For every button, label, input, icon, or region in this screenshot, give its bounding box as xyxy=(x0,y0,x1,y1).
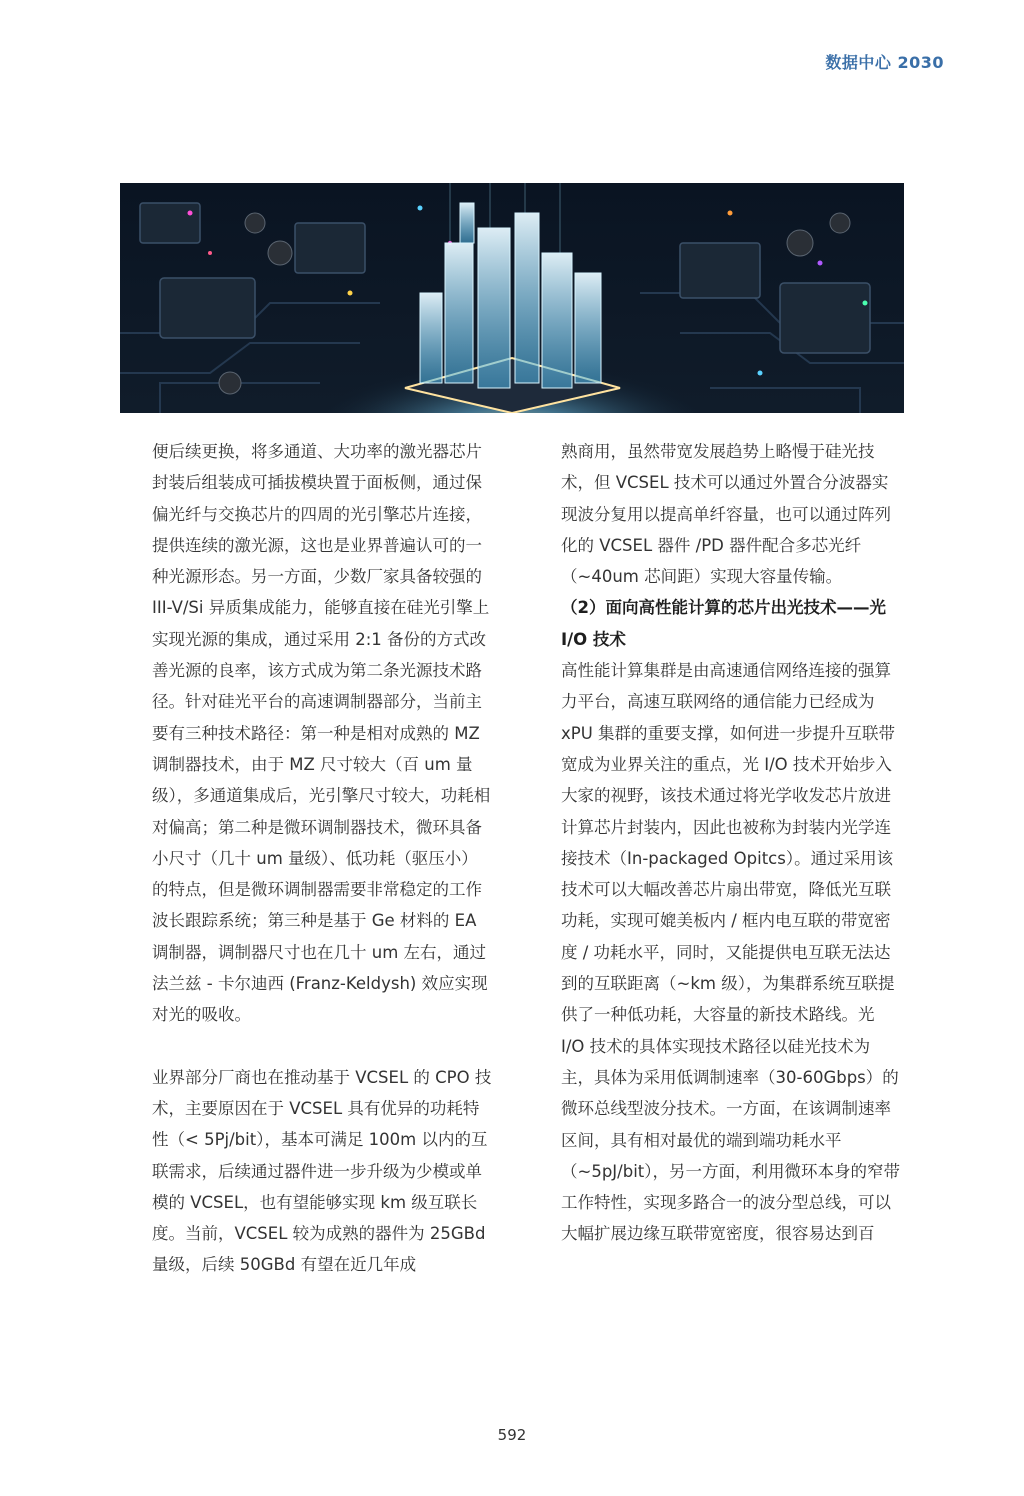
body-paragraph: 熟商用，虽然带宽发展趋势上略慢于硅光技术，但 VCSEL 技术可以通过外置合分波器实现波分复用以提高单纤容量，也可以通过阵列化的 VCSEL 器件 /PD 器件配合多芯光纤（~40um 芯间距）实现大容量传输。 xyxy=(561,442,891,587)
body-paragraph: 便后续更换，将多通道、大功率的激光器芯片封装后组装成可插拔模块置于面板侧，通过保偏光纤与交换芯片的四周的光引擎芯片连接，提供连续的激光源，这也是业界普遍认可的一种光源形态。另一方面，少数厂家具备较强的 III-V/Si 异质集成能力，能够直接在硅光引擎上实现光源的集成，通过采用 2:1 备份的方式改善光源的良率，该方式成为第二条光源技术路径。针对硅光平台的高速调制器部分，当前主要有三种技术路径：第一种是相对成熟的 MZ 调制器技术，由于 MZ 尺寸较大（百 um 量级），多通道集成后，光引擎尺寸较大，功耗相对偏高；第二种是微环调制器技术，微环具备小尺寸（几十 um 量级）、低功耗（驱压小）的特点，但是微环调制器需要非常稳定的工作波长跟踪系统；第三种是基于 Ge 材料的 EA 调制器，调制器尺寸也在几十 um 左右，通过法兰兹 - 卡尔迪西 (Franz-Keldysh) 效应实现对光的吸收。 xyxy=(152,442,491,1025)
hero-image xyxy=(120,183,904,413)
section-heading: （2）面向高性能计算的芯片出光技术——光 I/O 技术 xyxy=(561,598,886,649)
body-paragraph: 业界部分厂商也在推动基于 VCSEL 的 CPO 技术，主要原因在于 VCSEL 具有优异的功耗特性（< 5Pj/bit），基本可满足 100m 以内的互联需求，后续通过器件进一步升级为少模或单模的 VCSEL，也有望能够实现 km 级互联长度。当前，VCSEL 较为成熟的器件为 25GBd 量级，后续 50GBd 有望在近几年成 xyxy=(152,1067,492,1275)
page-number: 592 xyxy=(497,1426,527,1444)
header-title: 数据中心 2030 xyxy=(825,53,944,72)
right-column xyxy=(561,436,903,1250)
left-column xyxy=(152,436,494,1281)
body-paragraph: 高性能计算集群是由高速通信网络连接的强算力平台，高速互联网络的通信能力已经成为 xPU 集群的重要支撑，如何进一步提升互联带宽成为业界关注的重点，光 I/O 技术开始步入大家的视野，该技术通过将光学收发芯片放进计算芯片封装内，因此也被称为封装内光学连接技术（In-packaged Opitcs）。通过采用该技术可以大幅改善芯片扇出带宽，降低光互联功耗，实现可媲美板内 / 框内电互联的带宽密度 / 功耗水平，同时，又能提供电互联无法达到的互联距离（~km 级），为集群系统互联提供了一种低功耗，大容量的新技术路线。光 I/O 技术的具体实现技术路径以硅光技术为主，具体为采用低调制速率（30-60Gbps）的微环总线型波分技术。一方面，在该调制速率区间，具有相对最优的端到端功耗水平（~5pJ/bit），另一方面，利用微环本身的窄带工作特性，实现多路合一的波分型总线，可以大幅扩展边缘互联带宽密度，很容易达到百 xyxy=(561,661,900,1244)
